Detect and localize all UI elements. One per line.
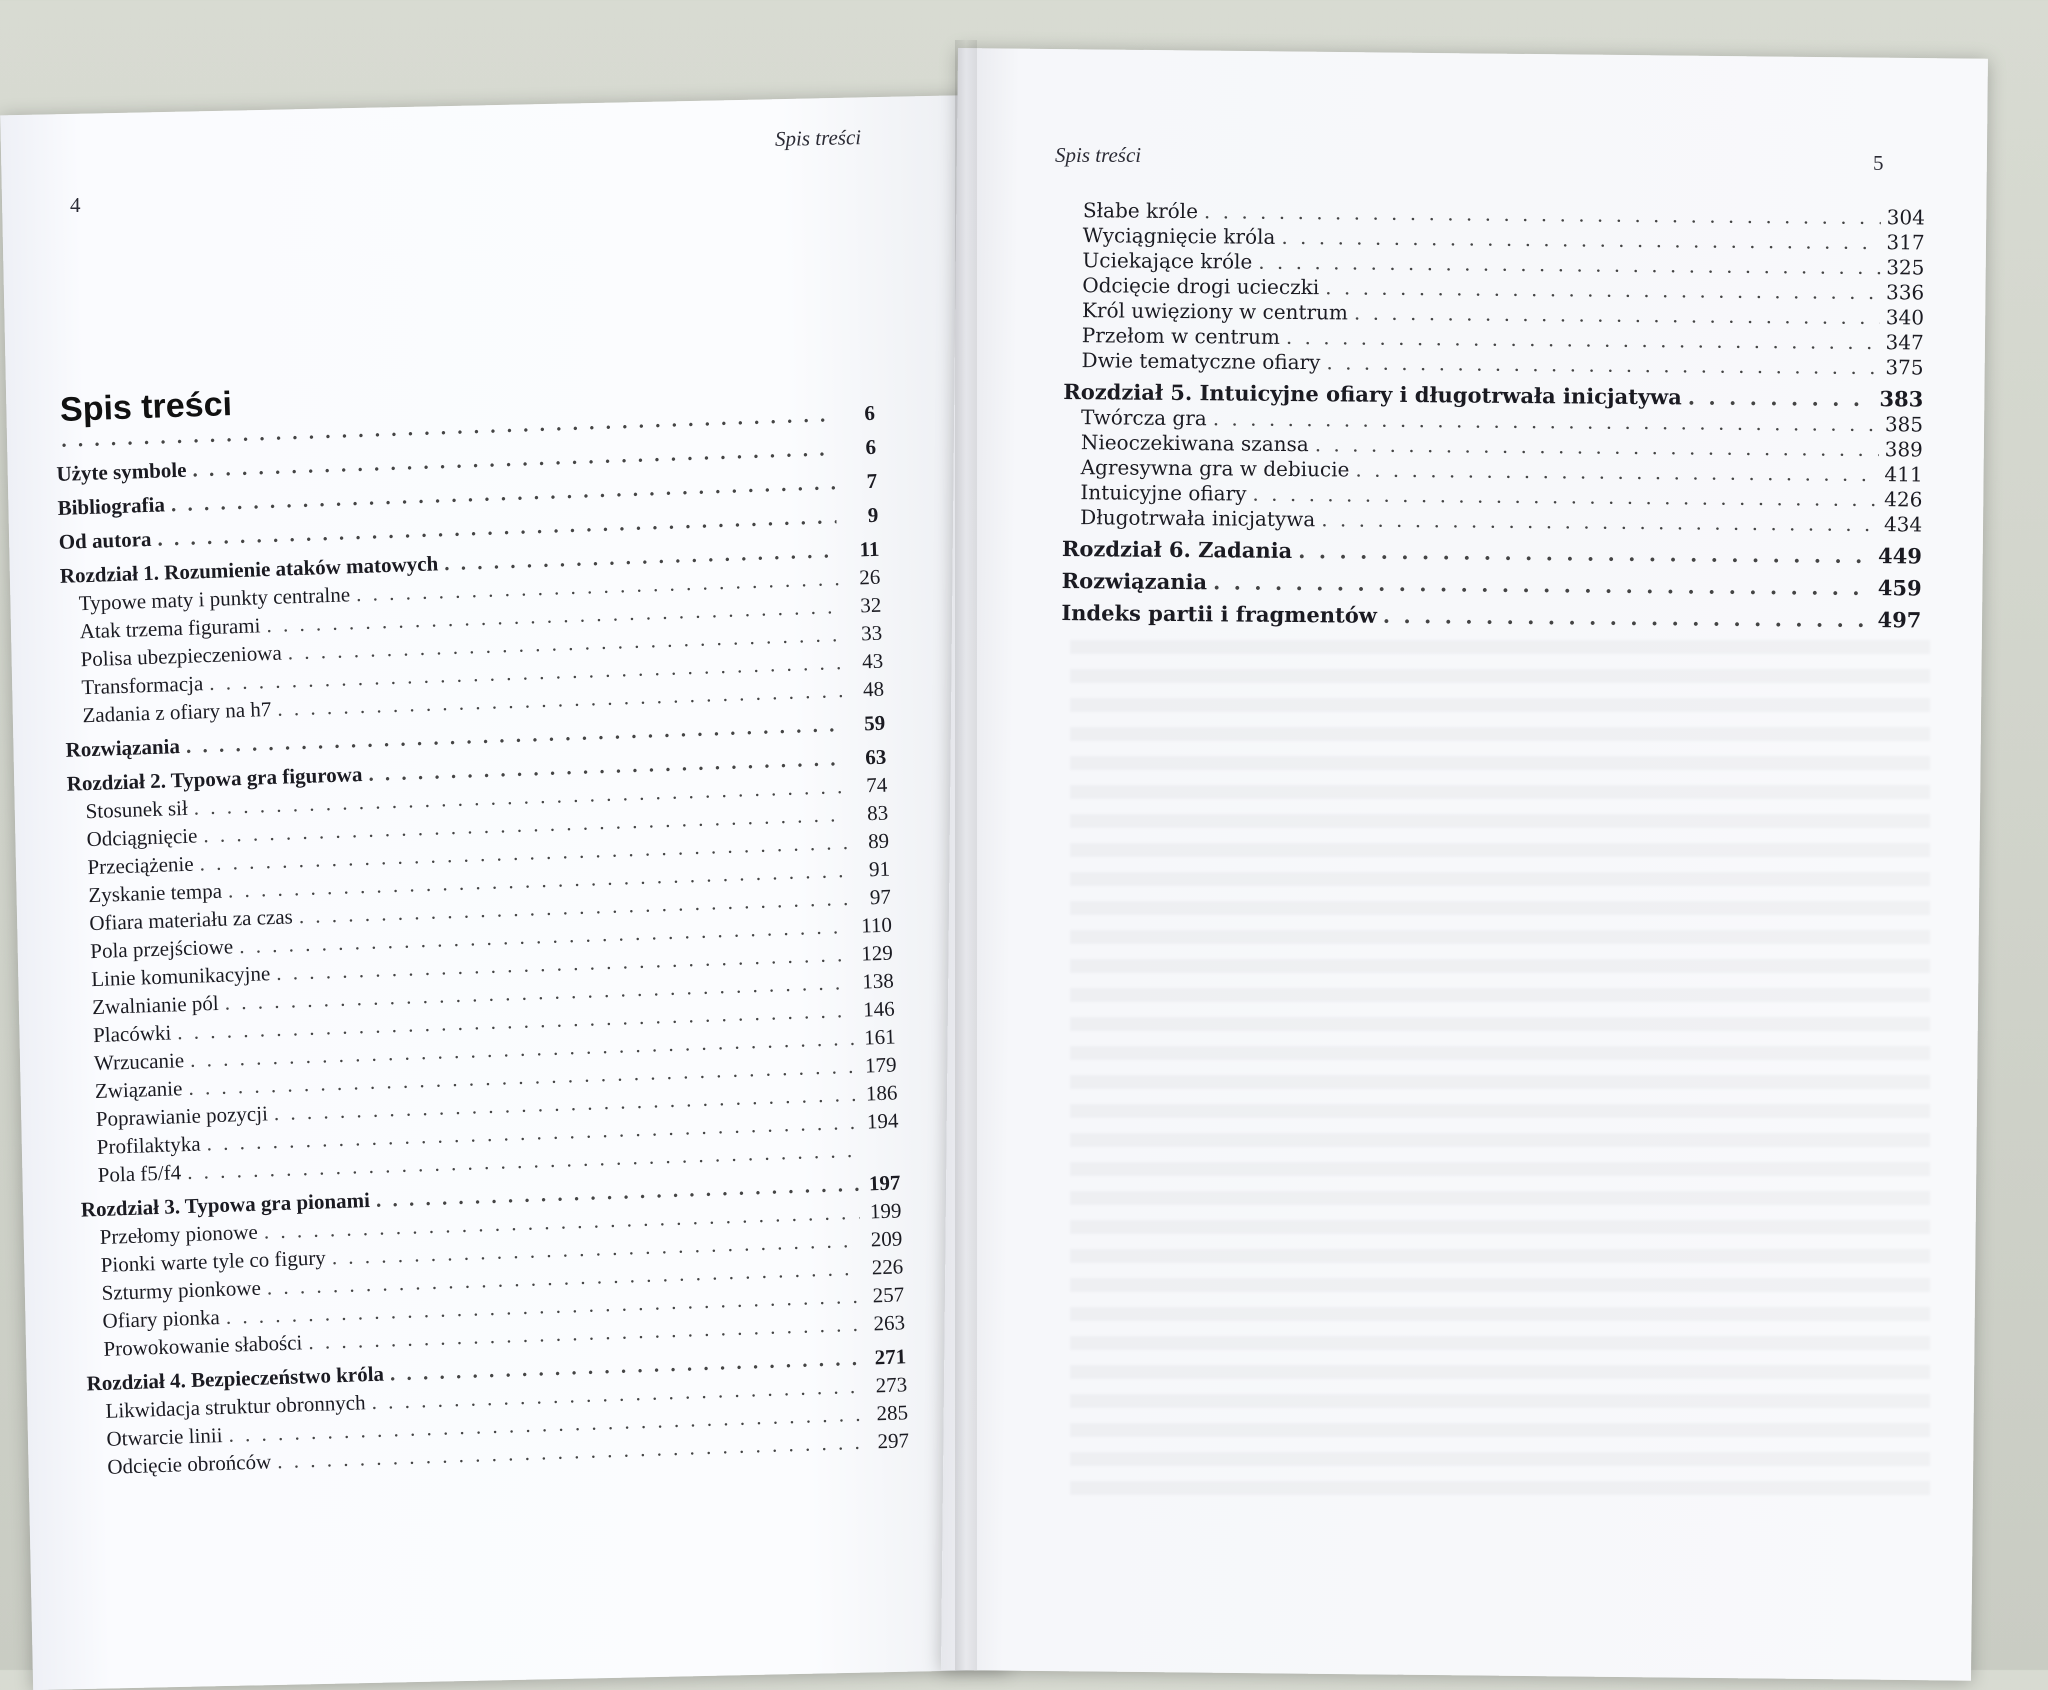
toc-entry-label: Ofiary pionka (102, 1305, 221, 1333)
toc-entry-label: Ofiara materiału za czas (88, 904, 294, 936)
toc-entry-label: Pola przejściowe (89, 934, 234, 964)
toc-entry-page: 43 (861, 648, 884, 674)
toc-left-list (55, 400, 910, 1479)
toc-entry-label: Zwalnianie pól (91, 990, 220, 1020)
toc-section-entry (1064, 350, 1924, 378)
toc-entry-label: Rozwiązania (1061, 567, 1208, 595)
toc-entry-label: Pola f5/f4 (97, 1160, 182, 1187)
toc-entry-page: 347 (1885, 330, 1924, 355)
toc-entry-label: Agresywna gra w debiucie (1080, 455, 1350, 482)
toc-entry-label: Przełom w centrum (1081, 323, 1280, 349)
toc-entry-label: Stosunek sił (85, 795, 189, 824)
toc-entry-label: Atak trzema figurami (79, 613, 261, 644)
toc-entry-page: 383 (1879, 386, 1924, 412)
toc-entry-label: Intuicyjne ofiary (1080, 480, 1247, 506)
book-gutter (955, 40, 977, 1670)
toc-right-list (1061, 198, 1925, 633)
toc-entry-label: Zyskanie tempa (88, 878, 223, 908)
toc-dot-leader (1315, 434, 1879, 459)
toc-entry-label: Placówki (92, 1020, 172, 1048)
toc-entry-label: Uciekające króle (1082, 248, 1253, 274)
toc-entry-page: 32 (859, 592, 882, 618)
toc-entry-page: 91 (868, 856, 891, 882)
toc-entry-label: Zadania z ofiary na h7 (82, 696, 272, 728)
toc-dot-leader (1213, 408, 1879, 434)
toc-entry-page: 385 (1884, 412, 1924, 437)
toc-entry-page: 263 (873, 1310, 906, 1336)
toc-entry-label: Profilaktyka (96, 1131, 201, 1160)
toc-entry-label: Rozdział 6. Zadania (1061, 535, 1293, 563)
right-page-number: 5 (1873, 151, 1884, 175)
toc-entry-label: Rozdział 1. Rozumienie ataków matowych (59, 551, 439, 588)
toc-entry-page: 389 (1884, 437, 1923, 462)
toc-entry-page: 434 (1883, 512, 1923, 537)
toc-entry-page: 129 (860, 940, 894, 966)
toc-title: Spis treści (59, 385, 233, 429)
toc-dot-leader (1252, 484, 1878, 509)
toc-entry-page: 194 (866, 1108, 899, 1134)
toc-chapter-entry (1061, 535, 1923, 569)
toc-entry-page: 336 (1885, 280, 1925, 305)
toc-entry-page: 63 (864, 744, 887, 770)
toc-entry-page: 459 (1877, 575, 1922, 601)
toc-dot-leader (1213, 571, 1872, 598)
toc-entry-page: 74 (865, 772, 888, 798)
toc-entry-label: Indeks partii i fragmentów (1061, 599, 1377, 628)
left-running-head: Spis treści (774, 125, 862, 151)
toc-entry-page: 257 (872, 1282, 905, 1308)
toc-dot-leader (192, 438, 834, 480)
toc-entry-label: Szturmy pionkowe (101, 1275, 262, 1305)
toc-entry-label: Rozdział 5. Intuicyjne ofiary i długotrwała inicjatywa (1063, 378, 1682, 410)
toc-entry-page: 179 (864, 1052, 897, 1078)
toc-entry-page: 304 (1886, 205, 1925, 230)
toc-entry-label: Otwarcie linii (106, 1423, 223, 1451)
toc-dot-leader (1688, 386, 1874, 409)
toc-entry-label: Odcięcie obrońców (107, 1449, 272, 1479)
toc-entry-label: Rozdział 4. Bezpieczeństwo króla (86, 1361, 385, 1396)
toc-entry-page: 33 (860, 620, 883, 646)
toc-entry-label: Długotrwała inicjatywa (1080, 505, 1316, 532)
toc-entry-label: Użyte symbole (56, 457, 187, 486)
toc-entry-page: 197 (868, 1170, 901, 1196)
toc-entry-page: 340 (1885, 305, 1925, 330)
toc-entry-label: Wyciągnięcie króla (1082, 223, 1276, 249)
toc-entry-label: Twórcza gra (1081, 405, 1207, 431)
toc-entry-page: 6 (863, 400, 876, 426)
toc-entry-label: Pionki warte tyle co figury (100, 1245, 327, 1277)
toc-section-entry (1062, 507, 1922, 535)
toc-entry-label: Typowe maty i punkty centralne (78, 582, 351, 616)
toc-dot-leader (1321, 509, 1878, 534)
toc-entry-page: 9 (867, 502, 879, 528)
toc-entry-label: Odcięcie drogi ucieczki (1082, 273, 1320, 300)
toc-entry-page: 26 (858, 564, 881, 590)
toc-chapter-entry (1061, 567, 1922, 601)
toc-entry-page: 97 (869, 884, 892, 910)
toc-entry-page: 146 (862, 996, 896, 1022)
toc-entry-page: 48 (862, 676, 885, 702)
toc-entry-label: Linie komunikacyjne (90, 961, 271, 992)
toc-entry-label: Dwie tematyczne ofiary (1081, 348, 1321, 375)
right-running-head: Spis treści (1055, 143, 1142, 167)
toc-entry-page: 161 (863, 1024, 896, 1050)
toc-entry-label: Prowokowanie słabości (103, 1330, 303, 1361)
toc-entry-page: 59 (863, 710, 886, 736)
toc-dot-leader (1383, 605, 1872, 630)
toc-entry-page: 317 (1886, 230, 1925, 255)
toc-entry-page: 273 (875, 1372, 908, 1398)
toc-entry-label: Słabe króle (1082, 198, 1199, 224)
toc-entry-page: 6 (865, 434, 877, 460)
toc-entry-label: Wrzucanie (93, 1048, 185, 1076)
toc-entry-page: 138 (861, 968, 895, 994)
toc-entry-page: 285 (876, 1400, 909, 1426)
toc-entry-label: Od autora (58, 526, 152, 554)
toc-dot-leader (1298, 540, 1872, 566)
toc-entry-page: 186 (865, 1080, 898, 1106)
toc-entry-page: 426 (1884, 487, 1923, 512)
toc-entry-page: 7 (866, 468, 878, 494)
toc-entry-page: 209 (870, 1226, 903, 1252)
toc-entry-label: Odciągnięcie (86, 823, 198, 852)
left-page-number: 4 (70, 193, 81, 217)
toc-dot-leader (1258, 252, 1880, 277)
toc-entry-page (864, 1155, 900, 1156)
toc-entry-label: Poprawianie pozycji (95, 1101, 269, 1132)
toc-dot-leader (1325, 277, 1880, 302)
toc-entry-page: 449 (1877, 543, 1923, 569)
toc-dot-leader (1326, 352, 1879, 377)
toc-entry-label: Przeciążenie (87, 851, 194, 880)
toc-dot-leader (1355, 460, 1878, 485)
toc-entry-page: 325 (1886, 255, 1925, 280)
toc-entry-label: Bibliografia (57, 492, 166, 520)
toc-entry-label: Nieoczekiwana szansa (1080, 430, 1309, 457)
toc-dot-leader (1286, 327, 1880, 352)
toc-entry-label: Transformacja (81, 671, 204, 700)
toc-entry-page: 411 (1884, 462, 1923, 487)
toc-entry-page: 83 (866, 800, 889, 826)
toc-entry-label: Rozwiązania (65, 734, 181, 762)
toc-entry-page: 199 (869, 1198, 902, 1224)
toc-entry-label: Rozdział 3. Typowa gra pionami (80, 1187, 371, 1222)
toc-entry-page: 375 (1885, 355, 1924, 380)
toc-entry-label: Związanie (94, 1076, 183, 1104)
show-through-text (1070, 640, 1930, 1500)
toc-dot-leader (1354, 303, 1880, 328)
toc-entry-page: 271 (874, 1344, 907, 1370)
toc-entry-label: Król uwięziony w centrum (1081, 298, 1349, 325)
toc-entry-label: Rozdział 2. Typowa gra figurowa (66, 762, 363, 796)
toc-entry-page: 497 (1877, 607, 1922, 633)
toc-entry-label: Polisa ubezpieczeniowa (80, 640, 283, 672)
toc-entry-label: Likwidacja struktur obronnych (105, 1390, 366, 1423)
toc-entry-label: Przełomy pionowe (99, 1219, 259, 1249)
toc-entry-page: 11 (859, 536, 880, 562)
toc-entry-page: 226 (871, 1254, 904, 1280)
toc-entry-page: 110 (860, 912, 893, 938)
toc-dot-leader (1281, 227, 1880, 252)
toc-dot-leader (444, 540, 838, 574)
toc-entry-page: 297 (877, 1428, 910, 1454)
toc-entry-page: 89 (867, 828, 890, 854)
